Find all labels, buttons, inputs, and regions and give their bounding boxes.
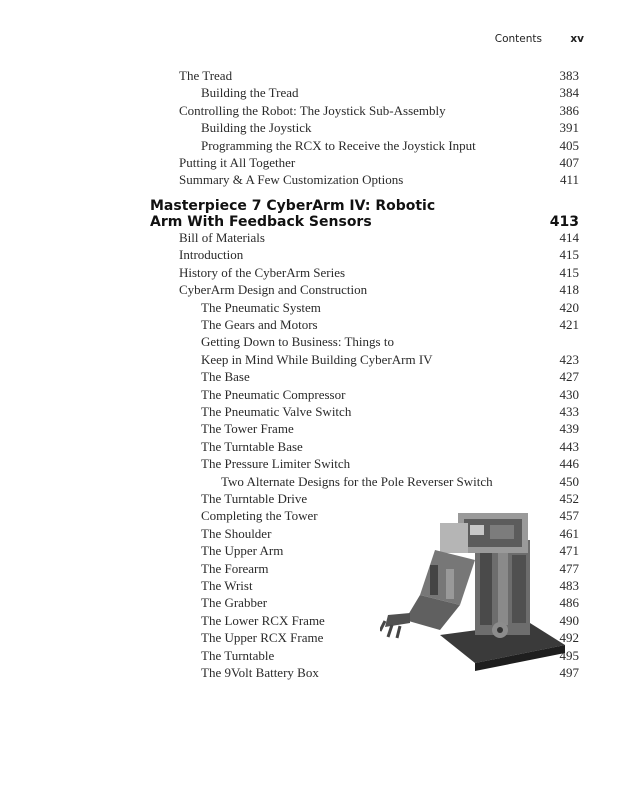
toc-entry-title: The Turntable xyxy=(201,647,275,663)
toc-entry-page: 383 xyxy=(559,68,579,83)
toc-entry-page: 430 xyxy=(559,386,579,402)
chapter-heading xyxy=(150,198,580,230)
toc-entry-page: 477 xyxy=(559,560,579,576)
toc-entry-title: Building the Tread xyxy=(201,85,299,101)
toc-entry-page: 452 xyxy=(559,491,579,506)
chapter-page-number: 413 xyxy=(549,214,579,230)
toc-entry-page: 446 xyxy=(559,456,579,472)
toc-entry[interactable] xyxy=(0,369,634,387)
toc-entry-page: 486 xyxy=(559,595,579,611)
toc-entry-title: The Upper Arm xyxy=(201,543,284,559)
toc-entry-title: Building the Joystick xyxy=(201,120,312,136)
toc-entry-title: Summary & A Few Customization Options xyxy=(179,172,404,188)
toc-entry-page: 384 xyxy=(559,85,579,101)
toc-entry[interactable] xyxy=(0,265,634,283)
toc-entry-page: 427 xyxy=(559,369,579,385)
toc-entry[interactable] xyxy=(0,172,634,190)
toc-entry-page: 411 xyxy=(559,172,579,188)
toc-entry[interactable] xyxy=(0,120,634,138)
toc-entry-title: The Grabber xyxy=(201,595,268,611)
toc-entry-title: The 9Volt Battery Box xyxy=(201,665,319,680)
toc-entry-page: 461 xyxy=(559,525,579,541)
toc-entry-title: The Tread xyxy=(179,68,233,83)
toc-entry-title: The Forearm xyxy=(201,560,269,576)
toc-entry[interactable] xyxy=(0,456,634,474)
toc-entry[interactable] xyxy=(0,387,634,405)
toc-entry-title: Introduction xyxy=(179,247,244,263)
toc-entry[interactable] xyxy=(0,230,634,248)
toc-entry-title: The Pneumatic System xyxy=(201,299,321,315)
toc-entry[interactable] xyxy=(0,85,634,103)
toc-entry[interactable] xyxy=(0,300,634,318)
toc-entry-page: 423 xyxy=(559,351,579,367)
toc-entry-page: 492 xyxy=(559,630,579,646)
toc-entry[interactable] xyxy=(0,404,634,422)
robotic-arm-photo xyxy=(380,505,570,675)
toc-entry-title: The Tower Frame xyxy=(201,421,294,437)
toc-entry[interactable] xyxy=(0,474,634,492)
toc-entry-title: CyberArm Design and Construction xyxy=(179,282,368,298)
toc-entry-page: 391 xyxy=(559,120,579,136)
toc-entry-page: 497 xyxy=(559,665,579,680)
toc-entry-title: The Base xyxy=(201,369,250,385)
toc-entry[interactable] xyxy=(0,155,634,173)
toc-entry-title: Two Alternate Designs for the Pole Reverser Switch xyxy=(221,473,493,489)
toc-entry-page: 490 xyxy=(559,612,579,628)
toc-entry-page: 418 xyxy=(559,282,579,298)
toc-entry-title: The Pneumatic Valve Switch xyxy=(201,404,352,419)
toc-entry-title: Putting it All Together xyxy=(179,155,296,170)
toc-entry-title: History of the CyberArm Series xyxy=(179,264,346,280)
toc-entry-page: 443 xyxy=(559,438,579,454)
toc-entry-page: 420 xyxy=(559,299,579,315)
running-head xyxy=(0,33,634,49)
toc-entry-page: 415 xyxy=(559,247,579,263)
toc-entry-page: 483 xyxy=(559,578,579,593)
toc-entry-title: The Gears and Motors xyxy=(201,317,318,332)
chapter-title-line-1: Masterpiece 7 CyberArm IV: Robotic xyxy=(150,198,436,214)
running-head-page-number: xv xyxy=(570,33,584,45)
toc-entry-title: The Pressure Limiter Switch xyxy=(201,456,351,472)
toc-entry-page: 421 xyxy=(559,317,579,332)
toc-entry[interactable] xyxy=(0,247,634,265)
toc-entry-title: The Pneumatic Compressor xyxy=(201,386,346,402)
toc-entry-title: The Lower RCX Frame xyxy=(201,612,325,628)
toc-entry-page: 439 xyxy=(559,421,579,437)
toc-entry-title: Completing the Tower xyxy=(201,508,318,524)
toc-entry-title: The Upper RCX Frame xyxy=(201,630,324,646)
toc-entry-title: Getting Down to Business: Things to xyxy=(201,334,394,350)
toc-entry-title: Controlling the Robot: The Joystick Sub-Assembly xyxy=(179,102,446,118)
toc-entry-page: 405 xyxy=(559,137,579,153)
toc-entry-title: The Wrist xyxy=(201,578,253,593)
toc-entry[interactable] xyxy=(0,352,634,370)
toc-entry-page: 414 xyxy=(559,230,579,245)
toc-entry-page: 471 xyxy=(559,543,579,559)
toc-entry-title: Bill of Materials xyxy=(179,230,265,245)
toc-entry-page: 415 xyxy=(559,264,579,280)
toc-entry-title: The Shoulder xyxy=(201,525,272,541)
toc-entry[interactable] xyxy=(0,138,634,156)
toc-entry[interactable] xyxy=(0,282,634,300)
toc-entry[interactable] xyxy=(0,103,634,121)
chapter-title-line-2: Arm With Feedback Sensors xyxy=(150,214,372,230)
toc-entry[interactable] xyxy=(0,334,634,352)
toc-entry-page: 433 xyxy=(559,404,579,419)
toc-entry[interactable] xyxy=(0,421,634,439)
running-head-label: Contents xyxy=(494,33,542,45)
toc-entry-title: Programming the RCX to Receive the Joystick Input xyxy=(201,137,476,153)
toc-entry[interactable] xyxy=(0,439,634,457)
toc-entry-title: The Turntable Base xyxy=(201,438,303,454)
toc-entry[interactable] xyxy=(0,68,634,86)
toc-entry-page: 495 xyxy=(559,647,579,663)
toc-entry-page: 457 xyxy=(559,508,579,524)
toc-entry-title: Keep in Mind While Building CyberArm IV xyxy=(201,351,433,367)
toc-entry-page: 386 xyxy=(559,102,579,118)
toc-entry-page: 450 xyxy=(559,473,579,489)
toc-entry[interactable] xyxy=(0,317,634,335)
toc-entry-page: 407 xyxy=(559,155,579,170)
toc-entry-title: The Turntable Drive xyxy=(201,491,308,506)
